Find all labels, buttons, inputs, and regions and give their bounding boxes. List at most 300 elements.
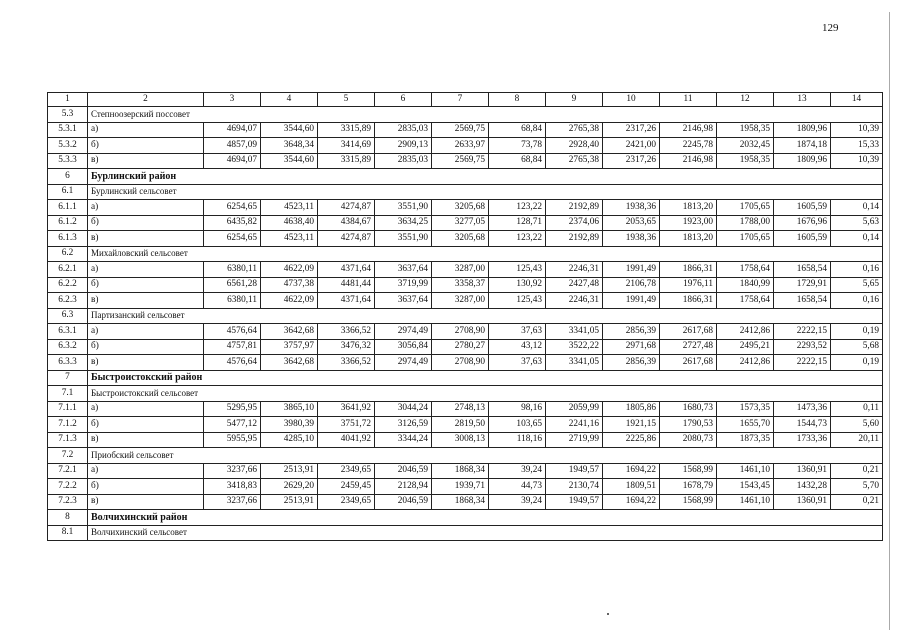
value-cell: 123,22 (489, 200, 546, 216)
value-cell: 4857,09 (204, 138, 261, 154)
settlement-name: Быстроистокский сельсовет (88, 386, 204, 402)
value-cell: 3341,05 (546, 355, 603, 371)
page-edge-line (889, 12, 890, 630)
value-cell: 1949,57 (546, 463, 603, 479)
table-row (48, 138, 883, 154)
value-cell: 2246,31 (546, 293, 603, 309)
value-cell: 1432,28 (774, 479, 831, 495)
empty-span (204, 169, 883, 185)
value-cell: 2293,52 (774, 339, 831, 355)
table-body (48, 93, 883, 541)
value-cell: 1655,70 (717, 417, 774, 433)
table-row (48, 401, 883, 417)
value-cell: 1866,31 (660, 293, 717, 309)
value-cell: 0,16 (831, 293, 883, 309)
row-index: 6.3 (48, 308, 88, 324)
value-cell: 2046,59 (375, 494, 432, 510)
value-cell: 5,70 (831, 479, 883, 495)
empty-span (204, 370, 883, 386)
table-row (48, 324, 883, 340)
table-row (48, 463, 883, 479)
value-cell: 2495,21 (717, 339, 774, 355)
value-cell: 6435,82 (204, 215, 261, 231)
variant-label: в) (88, 355, 204, 371)
column-header: 6 (375, 93, 432, 107)
value-cell: 1809,96 (774, 153, 831, 169)
value-cell: 1949,57 (546, 494, 603, 510)
value-cell: 5477,12 (204, 417, 261, 433)
row-index: 6.2.3 (48, 293, 88, 309)
variant-label: б) (88, 138, 204, 154)
value-cell: 1840,99 (717, 277, 774, 293)
value-cell: 1873,35 (717, 432, 774, 448)
value-cell: 3205,68 (432, 231, 489, 247)
value-cell: 15,33 (831, 138, 883, 154)
value-cell: 4694,07 (204, 153, 261, 169)
table-row (48, 417, 883, 433)
value-cell: 2130,74 (546, 479, 603, 495)
value-cell: 2059,99 (546, 401, 603, 417)
row-index: 6.2.2 (48, 277, 88, 293)
value-cell: 1958,35 (717, 153, 774, 169)
value-cell: 3980,39 (261, 417, 318, 433)
district-row (48, 169, 883, 185)
value-cell: 68,84 (489, 122, 546, 138)
column-header: 14 (831, 93, 883, 107)
row-index: 6.1.3 (48, 231, 88, 247)
row-index: 6.3.1 (48, 324, 88, 340)
variant-label: в) (88, 494, 204, 510)
value-cell: 3287,00 (432, 293, 489, 309)
table-row (48, 231, 883, 247)
value-cell: 6254,65 (204, 200, 261, 216)
value-cell: 1678,79 (660, 479, 717, 495)
value-cell: 2192,89 (546, 231, 603, 247)
value-cell: 1573,35 (717, 401, 774, 417)
value-cell: 1461,10 (717, 463, 774, 479)
empty-span (204, 308, 883, 324)
value-cell: 3056,84 (375, 339, 432, 355)
value-cell: 4481,44 (318, 277, 375, 293)
value-cell: 1360,91 (774, 494, 831, 510)
value-cell: 4274,87 (318, 200, 375, 216)
value-cell: 2317,26 (603, 153, 660, 169)
value-cell: 68,84 (489, 153, 546, 169)
value-cell: 2856,39 (603, 324, 660, 340)
table-header-row (48, 93, 883, 107)
value-cell: 3277,05 (432, 215, 489, 231)
value-cell: 4274,87 (318, 231, 375, 247)
value-cell: 1923,00 (660, 215, 717, 231)
table-row (48, 153, 883, 169)
value-cell: 103,65 (489, 417, 546, 433)
value-cell: 0,21 (831, 494, 883, 510)
table-row (48, 355, 883, 371)
variant-label: в) (88, 231, 204, 247)
value-cell: 4694,07 (204, 122, 261, 138)
value-cell: 1874,18 (774, 138, 831, 154)
column-header: 5 (318, 93, 375, 107)
column-header: 8 (489, 93, 546, 107)
column-header: 11 (660, 93, 717, 107)
value-cell: 6254,65 (204, 231, 261, 247)
value-cell: 39,24 (489, 494, 546, 510)
value-cell: 2819,50 (432, 417, 489, 433)
row-index: 6.3.2 (48, 339, 88, 355)
value-cell: 1544,73 (774, 417, 831, 433)
district-name: Бурлинский район (88, 169, 204, 185)
table-row (48, 479, 883, 495)
value-cell: 2974,49 (375, 355, 432, 371)
value-cell: 98,16 (489, 401, 546, 417)
variant-label: а) (88, 122, 204, 138)
value-cell: 4757,81 (204, 339, 261, 355)
value-cell: 3315,89 (318, 153, 375, 169)
value-cell: 5,60 (831, 417, 883, 433)
empty-span (204, 448, 883, 464)
value-cell: 3344,24 (375, 432, 432, 448)
settlement-name: Степноозерский поссовет (88, 107, 204, 123)
row-index: 6.2.1 (48, 262, 88, 278)
variant-label: а) (88, 262, 204, 278)
value-cell: 1938,36 (603, 231, 660, 247)
empty-span (204, 510, 883, 526)
settlement-name: Партизанский сельсовет (88, 308, 204, 324)
settlement-row (48, 107, 883, 123)
district-row (48, 510, 883, 526)
value-cell: 2080,73 (660, 432, 717, 448)
value-cell: 2513,91 (261, 463, 318, 479)
variant-label: а) (88, 324, 204, 340)
column-header: 7 (432, 93, 489, 107)
row-index: 5.3.2 (48, 138, 88, 154)
value-cell: 3551,90 (375, 200, 432, 216)
variant-label: в) (88, 293, 204, 309)
variant-label: а) (88, 463, 204, 479)
table-row (48, 262, 883, 278)
variant-label: б) (88, 479, 204, 495)
value-cell: 3544,60 (261, 122, 318, 138)
table-row (48, 494, 883, 510)
value-cell: 3287,00 (432, 262, 489, 278)
district-row (48, 370, 883, 386)
row-index: 6.2 (48, 246, 88, 262)
settlement-row (48, 184, 883, 200)
value-cell: 2569,75 (432, 122, 489, 138)
table-row (48, 200, 883, 216)
value-cell: 2222,15 (774, 355, 831, 371)
row-index: 8.1 (48, 525, 88, 541)
value-cell: 5,65 (831, 277, 883, 293)
value-cell: 3418,83 (204, 479, 261, 495)
value-cell: 4737,38 (261, 277, 318, 293)
value-cell: 1991,49 (603, 293, 660, 309)
value-cell: 2765,38 (546, 122, 603, 138)
empty-span (204, 184, 883, 200)
value-cell: 1788,00 (717, 215, 774, 231)
value-cell: 2569,75 (432, 153, 489, 169)
value-cell: 2245,78 (660, 138, 717, 154)
value-cell: 0,14 (831, 231, 883, 247)
value-cell: 3414,69 (318, 138, 375, 154)
value-cell: 1805,86 (603, 401, 660, 417)
settlement-row (48, 525, 883, 541)
value-cell: 1568,99 (660, 463, 717, 479)
variant-label: б) (88, 417, 204, 433)
value-cell: 118,16 (489, 432, 546, 448)
value-cell: 2617,68 (660, 324, 717, 340)
row-index: 6.1.1 (48, 200, 88, 216)
value-cell: 2708,90 (432, 355, 489, 371)
empty-span (204, 386, 883, 402)
value-cell: 3044,24 (375, 401, 432, 417)
value-cell: 4371,64 (318, 262, 375, 278)
value-cell: 6561,28 (204, 277, 261, 293)
value-cell: 2974,49 (375, 324, 432, 340)
row-index: 8 (48, 510, 88, 526)
value-cell: 73,78 (489, 138, 546, 154)
value-cell: 2727,48 (660, 339, 717, 355)
value-cell: 4523,11 (261, 200, 318, 216)
value-cell: 0,11 (831, 401, 883, 417)
row-index: 6.1.2 (48, 215, 88, 231)
settlement-name: Приобский сельсовет (88, 448, 204, 464)
value-cell: 2765,38 (546, 153, 603, 169)
row-index: 7.1 (48, 386, 88, 402)
value-cell: 1658,54 (774, 293, 831, 309)
value-cell: 1758,64 (717, 262, 774, 278)
value-cell: 3315,89 (318, 122, 375, 138)
value-cell: 4041,92 (318, 432, 375, 448)
value-cell: 4622,09 (261, 262, 318, 278)
value-cell: 4285,10 (261, 432, 318, 448)
value-cell: 3008,13 (432, 432, 489, 448)
value-cell: 2053,65 (603, 215, 660, 231)
column-header: 9 (546, 93, 603, 107)
variant-label: в) (88, 432, 204, 448)
settlement-row (48, 386, 883, 402)
table-row (48, 122, 883, 138)
value-cell: 1729,91 (774, 277, 831, 293)
value-cell: 1694,22 (603, 463, 660, 479)
district-name: Быстроистокский район (88, 370, 204, 386)
row-index: 7.2.1 (48, 463, 88, 479)
scan-dot (607, 613, 609, 615)
value-cell: 3642,68 (261, 355, 318, 371)
value-cell: 3757,97 (261, 339, 318, 355)
settlement-name: Волчихинский сельсовет (88, 525, 204, 541)
value-cell: 0,19 (831, 324, 883, 340)
column-header: 2 (88, 93, 204, 107)
value-cell: 0,21 (831, 463, 883, 479)
value-cell: 2246,31 (546, 262, 603, 278)
column-header: 12 (717, 93, 774, 107)
value-cell: 3865,10 (261, 401, 318, 417)
value-cell: 2835,03 (375, 122, 432, 138)
value-cell: 1868,34 (432, 463, 489, 479)
value-cell: 2192,89 (546, 200, 603, 216)
table-row (48, 339, 883, 355)
value-cell: 2412,86 (717, 324, 774, 340)
value-cell: 37,63 (489, 355, 546, 371)
value-cell: 10,39 (831, 153, 883, 169)
value-cell: 1705,65 (717, 200, 774, 216)
value-cell: 4371,64 (318, 293, 375, 309)
value-cell: 3341,05 (546, 324, 603, 340)
value-cell: 125,43 (489, 293, 546, 309)
value-cell: 1461,10 (717, 494, 774, 510)
value-cell: 2513,91 (261, 494, 318, 510)
value-cell: 3366,52 (318, 355, 375, 371)
value-cell: 6380,11 (204, 262, 261, 278)
value-cell: 4638,40 (261, 215, 318, 231)
value-cell: 2146,98 (660, 153, 717, 169)
value-cell: 123,22 (489, 231, 546, 247)
settlement-name: Михайловский сельсовет (88, 246, 204, 262)
value-cell: 1360,91 (774, 463, 831, 479)
value-cell: 1473,36 (774, 401, 831, 417)
value-cell: 1939,71 (432, 479, 489, 495)
empty-span (204, 525, 883, 541)
variant-label: а) (88, 401, 204, 417)
value-cell: 2909,13 (375, 138, 432, 154)
column-header: 13 (774, 93, 831, 107)
value-cell: 1705,65 (717, 231, 774, 247)
value-cell: 1958,35 (717, 122, 774, 138)
value-cell: 2708,90 (432, 324, 489, 340)
value-cell: 3751,72 (318, 417, 375, 433)
column-header: 1 (48, 93, 88, 107)
row-index: 6 (48, 169, 88, 185)
value-cell: 1809,51 (603, 479, 660, 495)
value-cell: 3205,68 (432, 200, 489, 216)
value-cell: 4523,11 (261, 231, 318, 247)
value-cell: 2629,20 (261, 479, 318, 495)
value-cell: 2617,68 (660, 355, 717, 371)
row-index: 5.3.3 (48, 153, 88, 169)
value-cell: 2128,94 (375, 479, 432, 495)
value-cell: 2349,65 (318, 494, 375, 510)
value-cell: 5,63 (831, 215, 883, 231)
value-cell: 1733,36 (774, 432, 831, 448)
value-cell: 1676,96 (774, 215, 831, 231)
value-cell: 39,24 (489, 463, 546, 479)
value-cell: 4576,64 (204, 324, 261, 340)
value-cell: 1680,73 (660, 401, 717, 417)
value-cell: 2719,99 (546, 432, 603, 448)
value-cell: 1658,54 (774, 262, 831, 278)
variant-label: а) (88, 200, 204, 216)
value-cell: 0,14 (831, 200, 883, 216)
value-cell: 3642,68 (261, 324, 318, 340)
column-header: 4 (261, 93, 318, 107)
column-header: 10 (603, 93, 660, 107)
value-cell: 3641,92 (318, 401, 375, 417)
row-index: 5.3.1 (48, 122, 88, 138)
value-cell: 2222,15 (774, 324, 831, 340)
row-index: 7.2 (48, 448, 88, 464)
value-cell: 2971,68 (603, 339, 660, 355)
value-cell: 3237,66 (204, 463, 261, 479)
value-cell: 128,71 (489, 215, 546, 231)
value-cell: 3551,90 (375, 231, 432, 247)
value-cell: 1543,45 (717, 479, 774, 495)
value-cell: 2835,03 (375, 153, 432, 169)
value-cell: 44,73 (489, 479, 546, 495)
value-cell: 5295,95 (204, 401, 261, 417)
value-cell: 3634,25 (375, 215, 432, 231)
row-index: 7.1.2 (48, 417, 88, 433)
value-cell: 1790,53 (660, 417, 717, 433)
value-cell: 1809,96 (774, 122, 831, 138)
table-row (48, 432, 883, 448)
value-cell: 37,63 (489, 324, 546, 340)
value-cell: 1813,20 (660, 231, 717, 247)
value-cell: 4576,64 (204, 355, 261, 371)
value-cell: 10,39 (831, 122, 883, 138)
variant-label: б) (88, 277, 204, 293)
table-row (48, 277, 883, 293)
value-cell: 125,43 (489, 262, 546, 278)
value-cell: 3522,22 (546, 339, 603, 355)
settlement-row (48, 448, 883, 464)
page-number: 129 (822, 22, 839, 34)
value-cell: 2241,16 (546, 417, 603, 433)
row-index: 6.3.3 (48, 355, 88, 371)
value-cell: 2032,45 (717, 138, 774, 154)
value-cell: 2427,48 (546, 277, 603, 293)
variant-label: в) (88, 153, 204, 169)
settlement-name: Бурлинский сельсовет (88, 184, 204, 200)
value-cell: 2349,65 (318, 463, 375, 479)
value-cell: 4384,67 (318, 215, 375, 231)
value-cell: 2856,39 (603, 355, 660, 371)
value-cell: 3237,66 (204, 494, 261, 510)
value-cell: 2374,06 (546, 215, 603, 231)
value-cell: 1568,99 (660, 494, 717, 510)
value-cell: 2146,98 (660, 122, 717, 138)
column-header: 3 (204, 93, 261, 107)
value-cell: 3637,64 (375, 262, 432, 278)
value-cell: 5955,95 (204, 432, 261, 448)
value-cell: 130,92 (489, 277, 546, 293)
value-cell: 2317,26 (603, 122, 660, 138)
value-cell: 4622,09 (261, 293, 318, 309)
value-cell: 1868,34 (432, 494, 489, 510)
value-cell: 6380,11 (204, 293, 261, 309)
value-cell: 0,19 (831, 355, 883, 371)
value-cell: 3126,59 (375, 417, 432, 433)
value-cell: 2633,97 (432, 138, 489, 154)
value-cell: 3648,34 (261, 138, 318, 154)
value-cell: 2046,59 (375, 463, 432, 479)
value-cell: 3358,37 (432, 277, 489, 293)
settlement-row (48, 308, 883, 324)
tariff-table (47, 92, 883, 541)
value-cell: 1866,31 (660, 262, 717, 278)
value-cell: 1921,15 (603, 417, 660, 433)
value-cell: 1991,49 (603, 262, 660, 278)
value-cell: 0,16 (831, 262, 883, 278)
value-cell: 2780,27 (432, 339, 489, 355)
value-cell: 3637,64 (375, 293, 432, 309)
variant-label: б) (88, 339, 204, 355)
value-cell: 2412,86 (717, 355, 774, 371)
value-cell: 2928,40 (546, 138, 603, 154)
value-cell: 2748,13 (432, 401, 489, 417)
value-cell: 3476,32 (318, 339, 375, 355)
value-cell: 2106,78 (603, 277, 660, 293)
